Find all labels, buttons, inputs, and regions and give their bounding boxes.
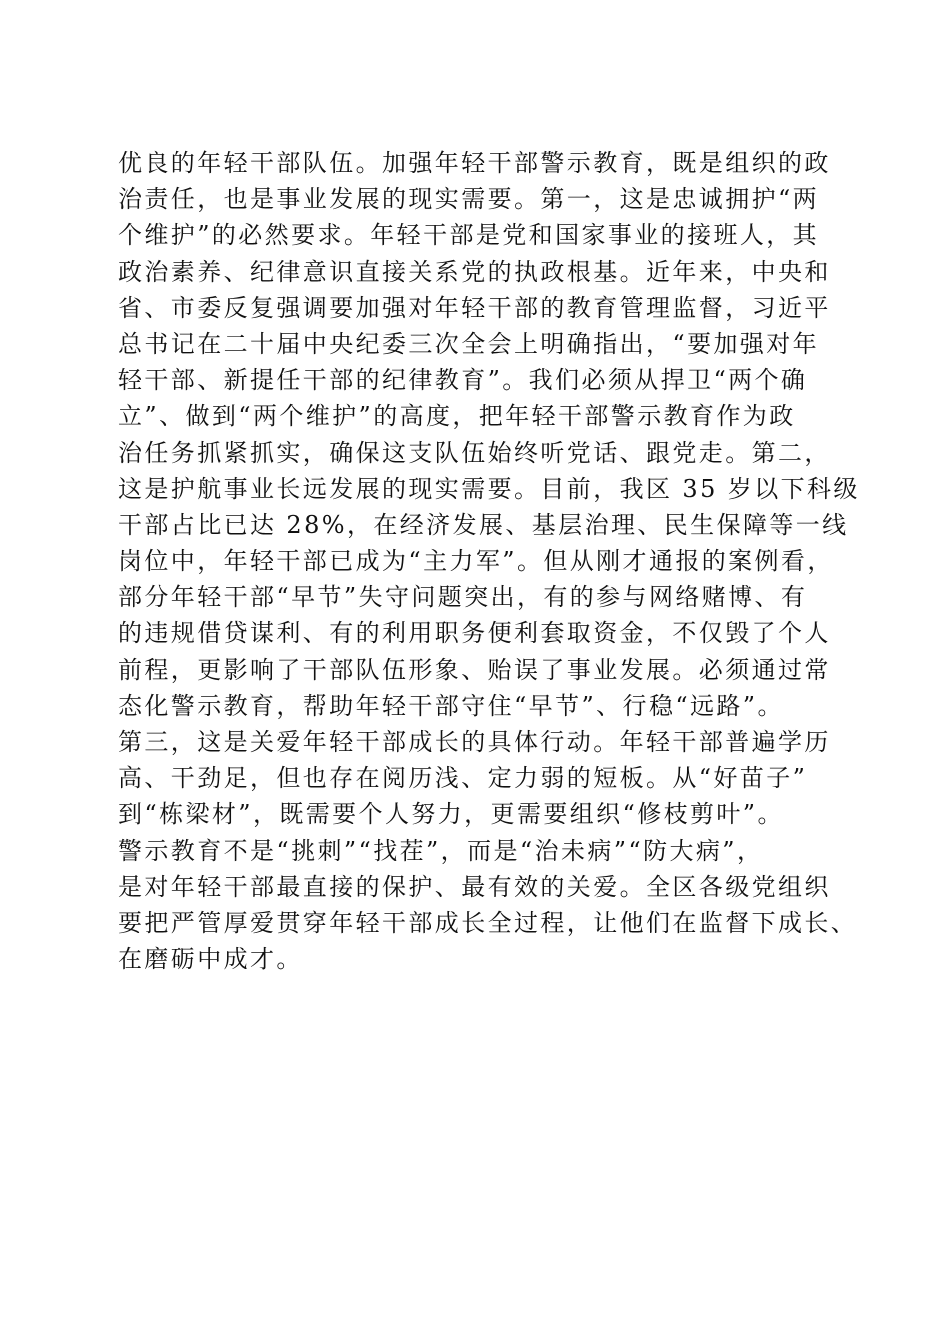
text-line: 部分年轻干部“早节”失守问题突出，有的参与网络赌博、有 (118, 583, 808, 612)
text-line: 到“栋梁材”，既需要个人努力，更需要组织“修枝剪叶”。 (118, 800, 784, 829)
text-line: 要把严管厚爱贯穿年轻干部成长全过程，让他们在监督下成长、 (118, 908, 858, 937)
text-line: 轻干部、新提任干部的纪律教育”。我们必须从捍卫“两个确 (118, 366, 808, 395)
text-line: 优良的年轻干部队伍。加强年轻干部警示教育，既是组织的政 (118, 149, 831, 177)
text-line: 省、市委反复强调要加强对年轻干部的教育管理监督，习近平 (118, 293, 831, 322)
text-line: 第三，这是关爱年轻干部成长的具体行动。年轻干部普遍学历 (118, 728, 831, 756)
text-line: 在磨砺中成才。 (118, 945, 303, 974)
text-line: 警示教育不是“挑刺”“找茬”，而是“治未病”“防大病”， (118, 836, 764, 865)
text-line: 态化警示教育，帮助年轻干部守住“早节”、行稳“远路”。 (118, 691, 784, 720)
text-line: 治责任，也是事业发展的现实需要。第一，这是忠诚拥护“两 (118, 185, 820, 214)
text-line: 治任务抓紧抓实，确保这支队伍始终听党话、跟党走。第二， (118, 438, 831, 467)
text-line: 的违规借贷谋利、有的利用职务便利套取资金，不仅毁了个人 (118, 619, 831, 648)
text-line: 总书记在二十届中央纪委三次全会上明确指出，“要加强对年 (118, 329, 820, 358)
text-line: 这是护航事业长远发展的现实需要。目前，我区 35 岁以下科级 (118, 474, 860, 503)
text-line: 立”、做到“两个维护”的高度，把年轻干部警示教育作为政 (118, 402, 796, 431)
text-line: 个维护”的必然要求。年轻干部是党和国家事业的接班人，其 (118, 221, 820, 250)
text-line: 干部占比已达 28%，在经济发展、基层治理、民生保障等一线 (118, 510, 849, 539)
text-line: 是对年轻干部最直接的保护、最有效的关爱。全区各级党组织 (118, 872, 831, 901)
text-line: 高、干劲足，但也存在阅历浅、定力弱的短板。从“好苗子” (118, 764, 808, 793)
body-paragraph (118, 145, 860, 977)
text-line: 岗位中，年轻干部已成为“主力军”。但从刚才通报的案例看， (118, 547, 834, 576)
text-line: 前程，更影响了干部队伍形象、贻误了事业发展。必须通过常 (118, 655, 831, 684)
text-line: 政治素养、纪律意识直接关系党的执政根基。近年来，中央和 (118, 257, 831, 286)
